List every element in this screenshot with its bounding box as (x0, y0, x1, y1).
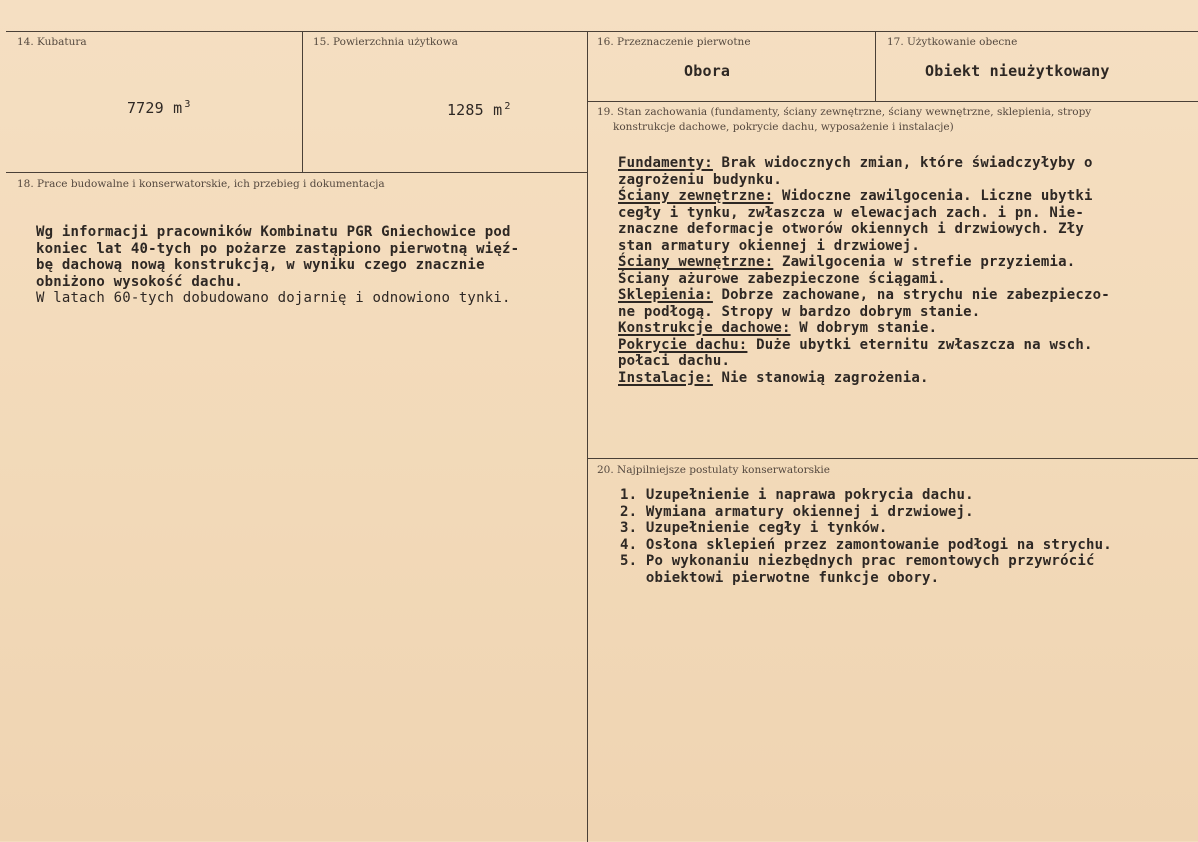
postulate-item: 2. Wymiana armatury okiennej i drzwiowej. (620, 503, 974, 520)
field-17-value: Obiekt nieużytkowany (925, 62, 1110, 80)
field-16-value: Obora (684, 62, 731, 80)
field-19-label-line1: 19. Stan zachowania (fundamenty, ściany zewnętrzne, ściany wewnętrzne, sklepienia, stropy (597, 106, 1092, 118)
field-19-label-line2: konstrukcje dachowe, pokrycie dachu, wyposażenie i instalacje) (613, 121, 954, 133)
condition-text: Nie stanowią zagrożenia. (712, 369, 929, 386)
condition-line: znaczne deformacje otworów okiennych i drzwiowych. Zły (618, 221, 1084, 237)
kubatura-value: 7729 m (126, 98, 183, 117)
powierzchnia-value: 1285 m (446, 100, 503, 119)
postulate-item: 4. Osłona sklepień przez zamontowanie podłogi na strychu. (620, 536, 1112, 553)
condition-line (618, 254, 1110, 271)
text-line: koniec lat 40-tych po pożarze zastąpiono pierwotną więź- (36, 240, 520, 257)
text-line: W latach 60-tych dobudowano dojarnię i odnowiono tynki. (36, 290, 511, 306)
divider-15-16 (587, 31, 588, 842)
field-18-text (36, 224, 519, 307)
divider-14-15 (302, 31, 303, 172)
divider-19-20 (587, 458, 1198, 459)
field-18-label: 18. Prace budowalne i konserwatorskie, ich przebieg i dokumentacja (17, 178, 385, 190)
condition-text: Dobrze zachowane, na strychu nie zabezpieczo- (712, 287, 1110, 303)
condition-key: Konstrukcje dachowe: (618, 320, 791, 336)
condition-key: Fundamenty: (618, 155, 713, 171)
text-line: bę dachową nową konstrukcją, w wyniku czego znacznie (36, 257, 485, 273)
field-14-label: 14. Kubatura (17, 36, 87, 48)
text-line: obniżono wysokość dachu. (36, 273, 244, 290)
postulate-item: 1. Uzupełnienie i naprawa pokrycia dachu. (620, 487, 974, 503)
condition-line (618, 320, 1110, 337)
condition-key: Pokrycie dachu: (618, 336, 748, 353)
text-line: Wg informacji pracowników Kombinatu PGR Gniechowice pod (36, 224, 511, 240)
field-20-text (620, 487, 1112, 586)
field-20-label: 20. Najpilniejsze postulaty konserwatorskie (597, 464, 830, 476)
divider-row1-left (6, 172, 587, 173)
field-17-label: 17. Użytkowanie obecne (887, 36, 1018, 48)
field-16-label: 16. Przeznaczenie pierwotne (597, 36, 751, 48)
condition-key: Ściany zewnętrzne: (618, 188, 774, 204)
condition-line: Ściany ażurowe zabezpieczone ściągami. (618, 270, 946, 287)
condition-line (618, 337, 1110, 354)
condition-line: ne podłogą. Stropy w bardzo dobrym stanie. (618, 303, 981, 320)
postulate-item: 3. Uzupełnienie cegły i tynków. (620, 520, 888, 536)
condition-line: połaci dachu. (618, 353, 731, 369)
field-15-value (410, 82, 511, 135)
postulate-item: obiektowi pierwotne funkcje obory. (620, 569, 940, 586)
divider-16-17 (875, 31, 876, 101)
condition-line (618, 287, 1110, 304)
condition-line (618, 188, 1110, 205)
condition-text: Duże ubytki eternitu zwłaszcza na wsch. (747, 336, 1093, 353)
condition-text: Brak widocznych zmian, które świadczyłyby o (712, 155, 1093, 171)
field-19-text (618, 155, 1110, 386)
postulate-item: 5. Po wykonaniu niezbędnych prac remontowych przywrócić (620, 553, 1095, 569)
condition-line (618, 155, 1110, 172)
top-border (6, 31, 1198, 32)
condition-line (618, 370, 1110, 387)
condition-line: zagrożeniu budynku. (618, 171, 782, 188)
field-15-label: 15. Powierzchnia użytkowa (313, 36, 458, 48)
powierzchnia-unit-exponent: 2 (504, 100, 511, 112)
divider-16-19 (587, 101, 1198, 102)
condition-line: stan armatury okiennej i drzwiowej. (618, 237, 921, 254)
condition-text: W dobrym stanie. (790, 320, 938, 336)
condition-line: cegły i tynku, zwłaszcza w elewacjach zach. i pn. Nie- (618, 204, 1084, 221)
condition-key: Instalacje: (618, 369, 713, 386)
field-14-value (90, 80, 191, 133)
condition-key: Ściany wewnętrzne: (618, 254, 774, 270)
condition-key: Sklepienia: (618, 287, 713, 303)
condition-text: Widoczne zawilgocenia. Liczne ubytki (773, 188, 1093, 204)
kubatura-unit-exponent: 3 (184, 98, 191, 110)
condition-text: Zawilgocenia w strefie przyziemia. (773, 254, 1076, 270)
